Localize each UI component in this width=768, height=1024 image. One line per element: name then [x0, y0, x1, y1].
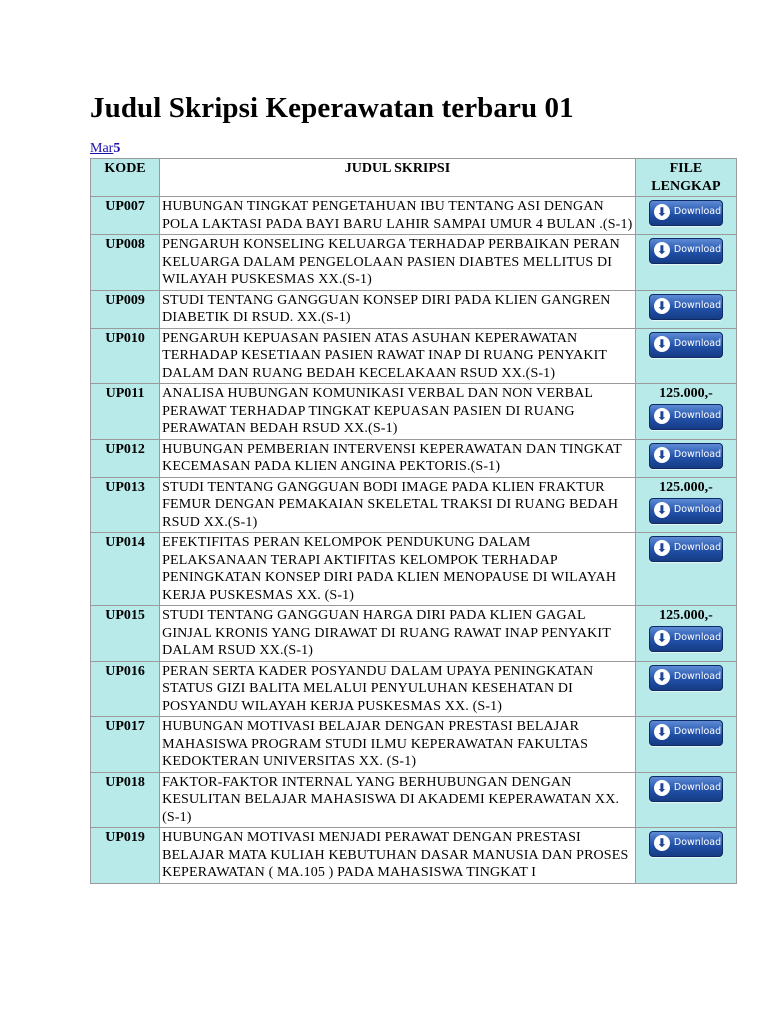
download-arrow-icon: ⬇	[654, 540, 670, 556]
download-label: Download	[673, 542, 722, 553]
table-row	[91, 772, 737, 828]
kode-cell: UP017	[91, 717, 160, 773]
judul-cell: HUBUNGAN MOTIVASI BELAJAR DENGAN PRESTASI BELAJAR MAHASISWA PROGRAM STUDI ILMU KEPERAWATAN FAKULTAS KEDOKTERAN UNIVERSITAS XX. (S-1)	[160, 717, 636, 773]
table-header-row	[91, 159, 737, 197]
kode-cell: UP011	[91, 384, 160, 440]
download-label: Download	[673, 726, 722, 737]
kode-cell: UP019	[91, 828, 160, 884]
file-cell	[635, 197, 736, 235]
download-arrow-icon: ⬇	[654, 502, 670, 518]
download-arrow-icon: ⬇	[654, 669, 670, 685]
header-kode: KODE	[91, 159, 160, 197]
download-button[interactable]	[649, 404, 723, 430]
download-button[interactable]	[649, 776, 723, 802]
file-cell	[635, 328, 736, 384]
kode-cell: UP008	[91, 235, 160, 291]
kode-cell: UP015	[91, 606, 160, 662]
download-button[interactable]	[649, 626, 723, 652]
price-label: 125.000,-	[659, 608, 713, 623]
table-row	[91, 606, 737, 662]
table-row	[91, 328, 737, 384]
file-cell	[635, 439, 736, 477]
judul-cell: PENGARUH KONSELING KELUARGA TERHADAP PERBAIKAN PERAN KELUARGA DALAM PENGELOLAAN PASIEN DIABTES MELLITUS DI WILAYAH PUSKESMAS XX.(S-1)	[160, 235, 636, 291]
judul-cell: HUBUNGAN MOTIVASI MENJADI PERAWAT DENGAN PRESTASI BELAJAR MATA KULIAH KEBUTUHAN DASAR MANUSIA DAN PROSES KEPERAWATAN ( MA.105 ) PADA MAHASISWA TINGKAT I	[160, 828, 636, 884]
file-cell	[635, 828, 736, 884]
download-label: Download	[673, 837, 722, 848]
post-date	[90, 140, 768, 158]
page-title: Judul Skripsi Keperawatan terbaru 01	[90, 92, 574, 124]
table-row	[91, 290, 737, 328]
download-label: Download	[673, 632, 722, 643]
table-row	[91, 477, 737, 533]
kode-cell: UP013	[91, 477, 160, 533]
table-row	[91, 384, 737, 440]
table-row	[91, 661, 737, 717]
file-cell	[635, 235, 736, 291]
kode-cell: UP012	[91, 439, 160, 477]
download-button[interactable]	[649, 831, 723, 857]
download-arrow-icon: ⬇	[654, 298, 670, 314]
download-button[interactable]	[649, 200, 723, 226]
judul-cell: ANALISA HUBUNGAN KOMUNIKASI VERBAL DAN NON VERBAL PERAWAT TERHADAP TINGKAT KEPUASAN PASIEN DI RUANG PERAWATAN BEDAH RSUD XX.(S-1)	[160, 384, 636, 440]
table-row	[91, 235, 737, 291]
file-cell	[635, 717, 736, 773]
judul-cell: EFEKTIFITAS PERAN KELOMPOK PENDUKUNG DALAM PELAKSANAAN TERAPI AKTIFITAS KELOMPOK TERHADAP PENINGKATAN KONSEP DIRI PADA KLIEN MENOPAUSE DI WILAYAH KERJA PUSKESMAS XX. (S-1)	[160, 533, 636, 606]
download-arrow-icon: ⬇	[654, 336, 670, 352]
download-label: Download	[673, 503, 722, 515]
date-day: 5	[113, 141, 121, 156]
file-cell	[635, 661, 736, 717]
file-cell	[635, 533, 736, 606]
table-row	[91, 717, 737, 773]
table-row	[91, 533, 737, 606]
judul-cell: HUBUNGAN PEMBERIAN INTERVENSI KEPERAWATAN DAN TINGKAT KECEMASAN PADA KLIEN ANGINA PEKTORIS.(S-1)	[160, 439, 636, 477]
table-row	[91, 439, 737, 477]
judul-cell: PERAN SERTA KADER POSYANDU DALAM UPAYA PENINGKATAN STATUS GIZI BALITA MELALUI PENYULUHAN KESEHATAN DI POSYANDU WILAYAH KERJA PUSKESMAS XX. (S-1)	[160, 661, 636, 717]
download-label: Download	[673, 781, 722, 793]
download-label: Download	[673, 410, 722, 421]
judul-cell: HUBUNGAN TINGKAT PENGETAHUAN IBU TENTANG ASI DENGAN POLA LAKTASI PADA BAYI BARU LAHIR SAMPAI UMUR 4 BULAN .(S-1)	[160, 197, 636, 235]
judul-cell: STUDI TENTANG GANGGUAN HARGA DIRI PADA KLIEN GAGAL GINJAL KRONIS YANG DIRAWAT DI RUANG RAWAT INAP PENYAKIT DALAM RSUD XX.(S-1)	[160, 606, 636, 662]
download-arrow-icon: ⬇	[654, 204, 670, 220]
download-button[interactable]	[649, 443, 723, 469]
download-arrow-icon: ⬇	[654, 242, 670, 258]
price-label: 125.000,-	[659, 386, 713, 401]
download-label: Download	[673, 337, 722, 349]
download-arrow-icon: ⬇	[654, 780, 670, 796]
judul-cell: STUDI TENTANG GANGGUAN KONSEP DIRI PADA KLIEN GANGREN DIABETIK DI RSUD. XX.(S-1)	[160, 290, 636, 328]
kode-cell: UP007	[91, 197, 160, 235]
judul-cell: FAKTOR-FAKTOR INTERNAL YANG BERHUBUNGAN DENGAN KESULITAN BELAJAR MAHASISWA DI AKADEMI KEPERAWATAN XX. (S-1)	[160, 772, 636, 828]
table-body	[91, 197, 737, 884]
judul-cell: PENGARUH KEPUASAN PASIEN ATAS ASUHAN KEPERAWATAN TERHADAP KESETIAAN PASIEN RAWAT INAP DI RUANG PENYAKIT DALAM DAN RUANG BEDAH KECELAKAAN RSUD XX.(S-1)	[160, 328, 636, 384]
download-arrow-icon: ⬇	[654, 835, 670, 851]
download-arrow-icon: ⬇	[654, 630, 670, 646]
kode-cell: UP010	[91, 328, 160, 384]
download-label: Download	[673, 206, 722, 217]
skripsi-table	[90, 158, 737, 884]
download-label: Download	[673, 670, 722, 682]
table-row	[91, 828, 737, 884]
download-arrow-icon: ⬇	[654, 408, 670, 424]
download-button[interactable]	[649, 498, 723, 524]
kode-cell: UP009	[91, 290, 160, 328]
download-button[interactable]	[649, 536, 723, 562]
download-label: Download	[673, 448, 722, 460]
file-cell	[635, 477, 736, 533]
download-label: Download	[673, 244, 722, 255]
download-label: Download	[673, 299, 722, 311]
file-cell	[635, 772, 736, 828]
download-button[interactable]	[649, 720, 723, 746]
table-row	[91, 197, 737, 235]
kode-cell: UP016	[91, 661, 160, 717]
file-cell	[635, 606, 736, 662]
header-file: FILE LENGKAP	[635, 159, 736, 197]
download-button[interactable]	[649, 294, 723, 320]
download-arrow-icon: ⬇	[654, 447, 670, 463]
header-judul: JUDUL SKRIPSI	[160, 159, 636, 197]
judul-cell: STUDI TENTANG GANGGUAN BODI IMAGE PADA KLIEN FRAKTUR FEMUR DENGAN PEMAKAIAN SKELETAL TRAKSI DI RUANG BEDAH RSUD XX.(S-1)	[160, 477, 636, 533]
kode-cell: UP014	[91, 533, 160, 606]
file-cell	[635, 290, 736, 328]
download-arrow-icon: ⬇	[654, 724, 670, 740]
download-button[interactable]	[649, 238, 723, 264]
download-button[interactable]	[649, 665, 723, 691]
date-month-link[interactable]: Mar	[90, 141, 114, 156]
file-cell	[635, 384, 736, 440]
price-label: 125.000,-	[659, 479, 713, 495]
kode-cell: UP018	[91, 772, 160, 828]
download-button[interactable]	[649, 332, 723, 358]
